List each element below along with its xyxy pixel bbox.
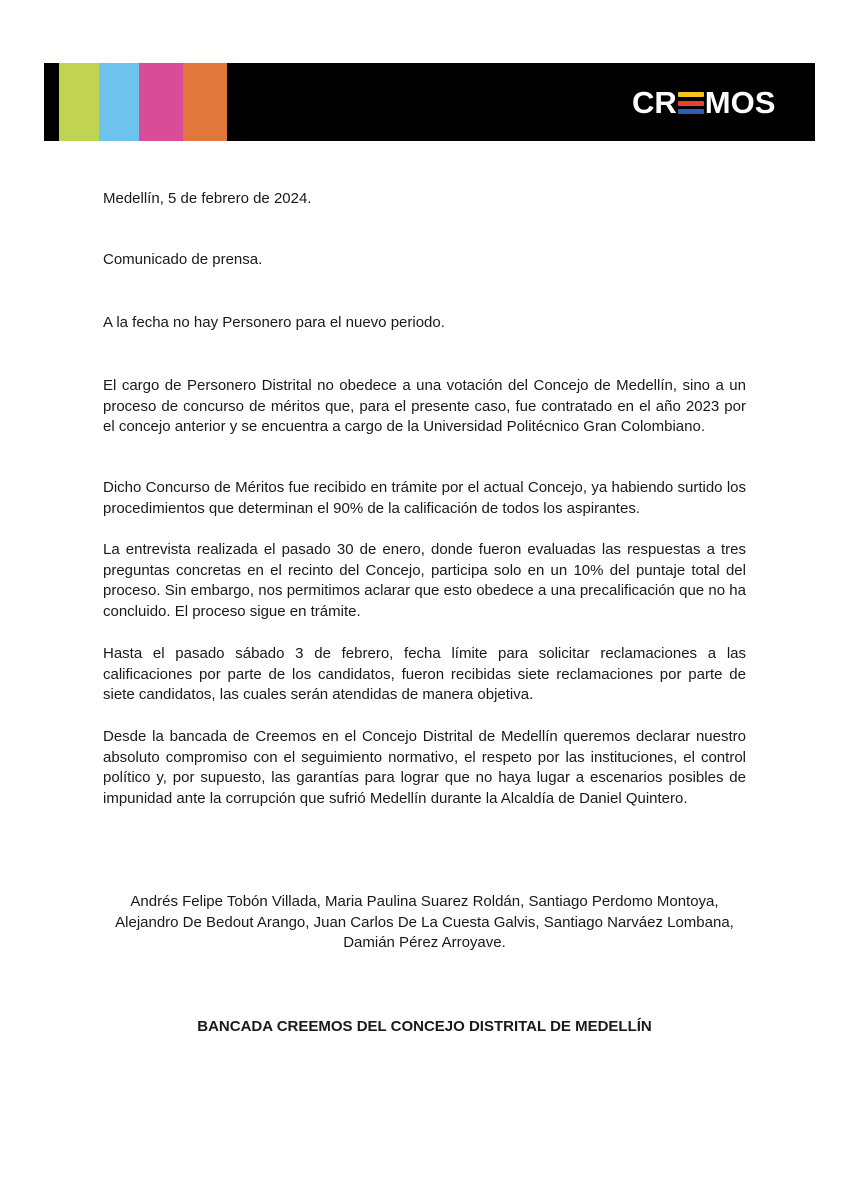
header-banner bbox=[44, 63, 815, 141]
paragraph-5: Desde la bancada de Creemos en el Concejo Distrital de Medellín queremos declarar nuestro absoluto compromiso con el seguimiento normativo, el respeto por las instituciones, el control político y, por supuesto, las garantías para lograr que no haya lugar a escenarios posibles de impunidad ante la corrupción que sufrió Medellín durante la Alcaldía de Daniel Quintero. bbox=[103, 728, 746, 807]
logo-text-right: MOS bbox=[704, 85, 776, 120]
stripe-green bbox=[59, 63, 99, 141]
stripe-pink bbox=[139, 63, 183, 141]
closing-signature: BANCADA CREEMOS DEL CONCEJO DISTRITAL DE MEDELLÍN bbox=[197, 1018, 652, 1035]
letter-subject: A la fecha no hay Personero para el nuevo periodo. bbox=[103, 314, 445, 331]
logo-mark-bar-red bbox=[678, 101, 704, 106]
signatories: Andrés Felipe Tobón Villada, Maria Paulina Suarez Roldán, Santiago Perdomo Montoya, Alejandro De Bedout Arango, Juan Carlos De La Cuesta Galvis, Santiago Narváez Lombana, Damián Pérez Arroyave. bbox=[115, 893, 734, 952]
creemos-logo bbox=[632, 83, 804, 123]
letter-type: Comunicado de prensa. bbox=[103, 251, 263, 268]
paragraph-1: El cargo de Personero Distrital no obedece a una votación del Concejo de Medellín, sino a un proceso de concurso de méritos que, para el presente caso, fue contratado en el año 2023 por el concejo anterior y se encuentra a cargo de la Universidad Politécnico Gran Colombiano. bbox=[103, 377, 746, 436]
stripe-orange bbox=[183, 63, 227, 141]
paragraph-4: Hasta el pasado sábado 3 de febrero, fecha límite para solicitar reclamaciones a las calificaciones por parte de los candidatos, fueron recibidas siete reclamaciones por parte de siete candidatos, las cuales serán atendidas de manera objetiva. bbox=[103, 645, 746, 704]
stripe-blue bbox=[99, 63, 139, 141]
logo-mark-bar-blue bbox=[678, 109, 704, 114]
letter-date: Medellín, 5 de febrero de 2024. bbox=[103, 190, 312, 207]
logo-text-left: CR bbox=[632, 85, 677, 120]
logo-mark-bar-yellow bbox=[678, 92, 704, 97]
paragraph-3: La entrevista realizada el pasado 30 de enero, donde fueron evaluadas las respuestas a tres preguntas concretas en el recinto del Concejo, participa solo en un 10% del puntaje total del proceso. Sin embargo, nos permitimos aclarar que esto obedece a una precalificación que no ha concluido. El proceso sigue en trámite. bbox=[103, 541, 746, 620]
paragraph-2: Dicho Concurso de Méritos fue recibido en trámite por el actual Concejo, ya habiendo surtido los procedimientos que determinan el 90% de la calificación de todos los aspirantes. bbox=[103, 479, 746, 517]
logo-flag-mark-icon bbox=[678, 92, 704, 114]
